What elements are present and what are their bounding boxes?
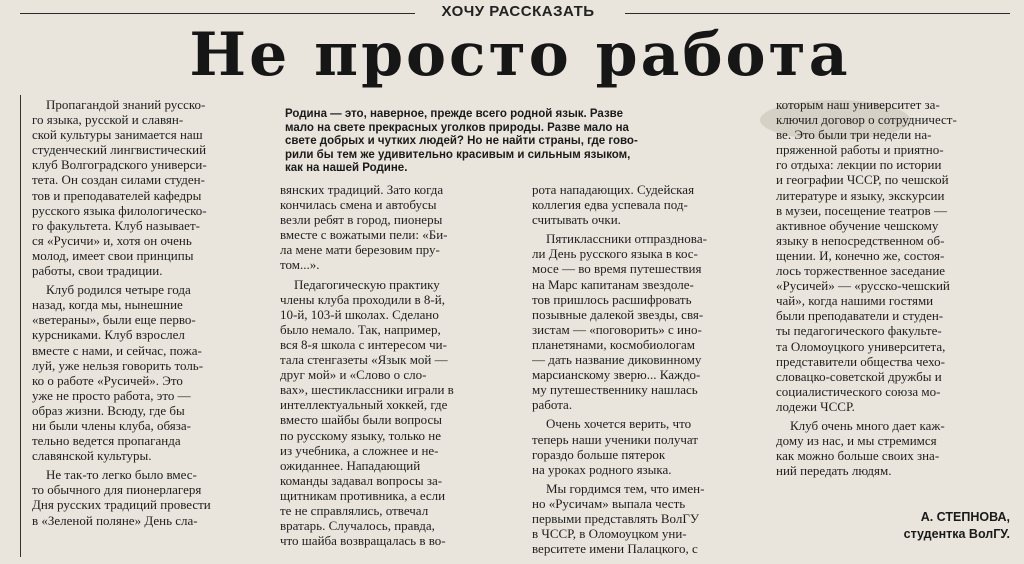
text-line: свете добрых и чутких людей? Но не найти страны, где гово- — [285, 135, 638, 148]
text-line: литературе и языку, экскурсии — [776, 187, 945, 203]
text-line: друг мой» и «Слово о сло- — [280, 367, 427, 383]
text-line: как можно больше своих зна- — [776, 448, 940, 464]
text-line: социалистического союза мо- — [776, 383, 941, 399]
text-line: работа. — [532, 397, 573, 413]
text-line: по русскому языку, только не — [280, 427, 442, 443]
text-line: тала стенгазеты «Язык мой — — [280, 352, 448, 368]
text-line: Клуб очень много дает каж- — [790, 417, 945, 433]
text-line: в «Зеленой поляне» День сла- — [32, 512, 198, 528]
column-2 — [280, 182, 510, 548]
text-line: лодежи ЧССР. — [776, 398, 855, 414]
text-line: Дня русских традиций провести — [32, 497, 211, 513]
text-line: Пропагандой знаний русско- — [46, 97, 206, 112]
text-line: том...». — [280, 257, 320, 273]
text-line: образ жизни. Всюду, где бы — [32, 402, 185, 418]
text-line: пряженной работы и приятно- — [776, 142, 944, 158]
column-4 — [776, 97, 1016, 478]
text-line: везли ребят в город, пионеры — [280, 212, 443, 228]
rubric: ХОЧУ РАССКАЗАТЬ — [441, 3, 595, 20]
text-line: го факультета. Клуб называет- — [32, 217, 200, 233]
headline: Не просто работа — [189, 20, 851, 90]
text-line: рили бы тем же удивительно красивым и сильным языком, — [285, 148, 631, 161]
text-line: клуб Волгоградского универси- — [32, 157, 207, 173]
text-line: верситете имени Палацкого, с — [532, 541, 698, 557]
text-line: славянской культуры. — [32, 448, 152, 464]
text-line: но «Русичам» выпала честь — [532, 495, 686, 511]
text-line: щитникам противника, а если — [280, 487, 446, 503]
text-line: студенческий лингвистический — [32, 142, 207, 158]
author-name: А. СТЕПНОВА, — [920, 510, 1010, 524]
text-line: вместе с вожатыми пели: «Би- — [280, 227, 448, 243]
text-line: ни были члены клуба, обяза- — [32, 417, 191, 433]
text-line: кончилась смена и автобусы — [280, 197, 437, 213]
text-line: языку в непосредственном об- — [776, 232, 945, 248]
text-line: мосе — во время путешествия — [532, 261, 702, 277]
top-rule-right — [625, 13, 1010, 14]
text-line: вянских традиций. Зато когда — [280, 182, 444, 197]
text-line: Клуб родился четыре года — [46, 282, 191, 298]
text-line: вместо шайбы были вопросы — [280, 412, 442, 428]
text-line: позывные далекой звезды, свя- — [532, 306, 704, 322]
text-line: ла мене мати березовим пру- — [280, 242, 440, 258]
text-line: щении. И, конечно же, состоя- — [776, 247, 945, 263]
text-line: рота нападающих. Судейская — [532, 182, 695, 197]
text-line: коллегия едва успевала под- — [532, 197, 688, 213]
text-line: которым наш университет за- — [776, 97, 940, 112]
text-line: ко о работе «Русичей». Это — [32, 372, 183, 388]
text-line: «Русичей» — «русско-чешский — [776, 278, 950, 294]
text-line: ве. Это были три недели на- — [776, 127, 932, 143]
text-line: — дать название диковинному — [532, 352, 702, 368]
text-line: дому из нас, и мы стремимся — [776, 433, 937, 449]
text-line: как на нашей Родине. — [285, 162, 408, 175]
text-line: планетянами, космобиологам — [532, 336, 696, 352]
signature — [904, 509, 1010, 543]
text-line: Педагогическую практику — [294, 276, 440, 292]
text-line: представители общества чехо- — [776, 353, 945, 369]
text-line: Пятиклассники отпраздновa- — [546, 231, 708, 247]
text-line: Очень хочется верить, что — [546, 416, 692, 432]
text-line: лось торжественное заседание — [776, 263, 946, 279]
text-line: ли День русского языка в кос- — [532, 246, 698, 262]
text-line: вся 8-я школа с интересом чи- — [280, 336, 447, 352]
text-line: «ветераны», были еще перво- — [32, 312, 196, 328]
text-line: ской культуры занимается наш — [32, 127, 203, 143]
text-line: ся «Русичи» и, хотя он очень — [32, 232, 192, 248]
text-line: первыми представлять ВолГУ — [532, 510, 700, 526]
text-line: работы, свои традиции. — [32, 263, 163, 279]
left-border — [20, 95, 27, 557]
text-line: ожиданнее. Нападающий — [280, 457, 421, 473]
text-line: интеллектуальный хоккей, где — [280, 397, 448, 413]
text-line: чай», когда нашими гостями — [776, 293, 934, 309]
text-line: гораздо больше пятерок — [532, 446, 666, 462]
text-line: на Марс капитанам звездоле- — [532, 276, 694, 292]
text-line: то обычного для пионерлагеря — [32, 482, 202, 498]
text-line: ты педагогического факульте- — [776, 323, 942, 339]
text-line: зистам — «поговорить» с ино- — [532, 321, 702, 337]
text-line: мало на свете прекрасных уголков природы. Разве мало на — [285, 121, 629, 134]
text-line: в ЧССР, в Оломоуцком уни- — [532, 526, 687, 542]
text-line: тов пришлось расшифровать — [532, 291, 692, 307]
text-line: молод, имеет свои принципы — [32, 247, 194, 263]
text-line: члены клуба проходили в 8-й, — [280, 291, 445, 307]
text-line: теперь наши ученики получат — [532, 431, 698, 447]
text-line: считывать очки. — [532, 212, 621, 228]
text-line: марсианскому зверю... Каждо- — [532, 367, 701, 383]
text-line: тельно ведется пропаганда — [32, 433, 181, 449]
column-1 — [32, 97, 268, 528]
text-line: курсниками. Клуб взрослел — [32, 327, 185, 343]
text-line: вах», шестиклассники играли в — [280, 382, 454, 398]
text-line: из учебника, а сложнее и не- — [280, 442, 439, 458]
text-line: му путешественнику нашлась — [532, 382, 698, 398]
text-line: были преподаватели и студен- — [776, 308, 944, 324]
text-line: на уроках родного языка. — [532, 461, 672, 477]
text-line: та Оломоуцкого университета, — [776, 338, 946, 354]
author-role: студентка ВолГУ. — [903, 527, 1010, 541]
text-line: команды задавал вопросы за- — [280, 472, 443, 488]
text-line: тета. Он создан силами студен- — [32, 172, 205, 188]
text-line: ний передать людям. — [776, 463, 892, 479]
text-line: Мы гордимся тем, что имен- — [546, 480, 705, 496]
text-line: го отдыха: лекции по истории — [776, 157, 942, 173]
text-line: го языка, русской и славян- — [32, 112, 184, 128]
top-rule-left — [20, 13, 415, 14]
column-3 — [532, 182, 764, 556]
text-line: 10-й, 103-й школах. Сделано — [280, 306, 439, 322]
text-line: в музеи, посещение театров — — [776, 202, 947, 218]
text-line: тов и преподавателей кафедры — [32, 187, 202, 203]
text-line: Не так-то легко было вмес- — [46, 467, 197, 483]
text-line: словацко-советской дружбы и — [776, 368, 942, 384]
text-line: вместе с нами, и сейчас, пожа- — [32, 342, 202, 358]
lead-paragraph — [285, 108, 765, 176]
text-line: вратарь. Случалось, правда, — [280, 518, 435, 534]
text-line: ключил договор о сотрудничест- — [776, 112, 957, 128]
text-line: было немало. Так, например, — [280, 321, 441, 337]
text-line: луй, уже нельзя говорить толь- — [32, 357, 204, 373]
text-line: активное обучение чешскому — [776, 217, 939, 233]
text-line: русского языка филологическо- — [32, 202, 207, 218]
text-line: что шайба возвращалась в во- — [280, 533, 446, 549]
text-line: Родина — это, наверное, прежде всего родной язык. Разве — [285, 108, 623, 120]
text-line: уже не просто работа, это — — [32, 387, 191, 403]
text-line: назад, когда мы, нынешние — [32, 297, 183, 313]
text-line: и географии ЧССР, по чешской — [776, 172, 949, 188]
text-line: те не справлялись, отвечал — [280, 502, 429, 518]
